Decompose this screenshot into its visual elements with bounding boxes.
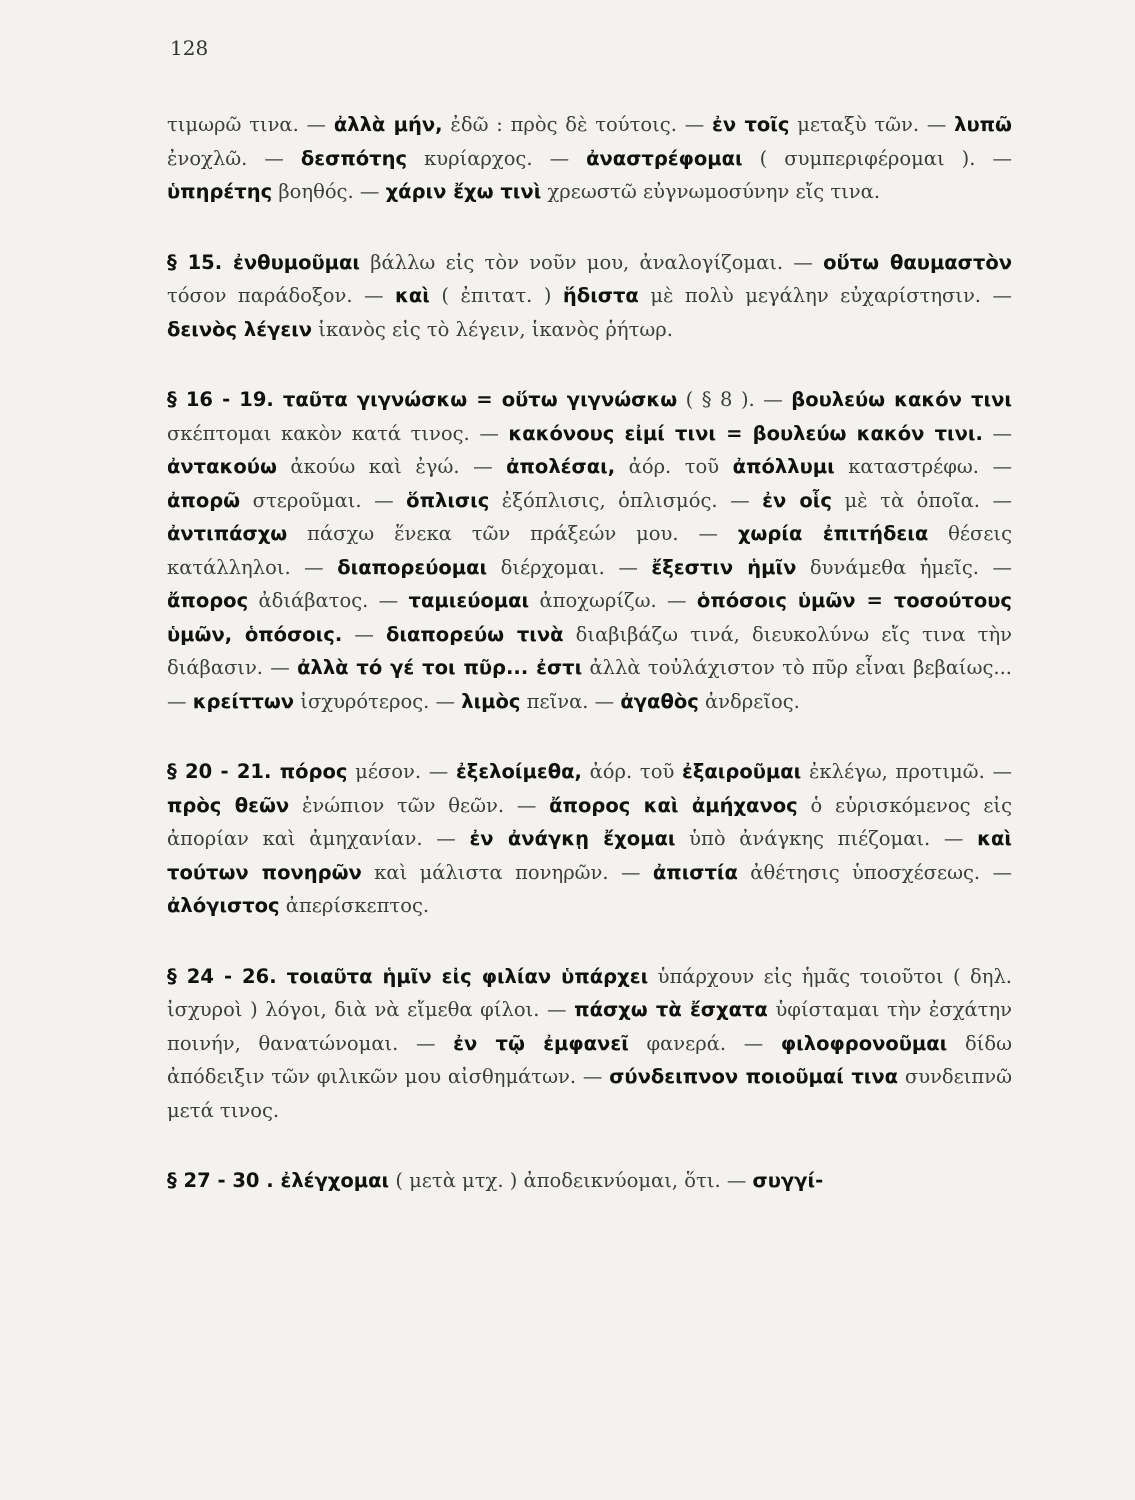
glossary-definition: πάσχω ἕνεκα τῶν πράξεών μου. — — [287, 522, 738, 545]
glossary-term: ἄπορος — [167, 589, 249, 612]
glossary-term: βουλεύω κακόν τινι — [791, 388, 1012, 411]
glossary-definition: ὑπὸ ἀνάγκης πιέζομαι. — — [675, 827, 978, 850]
glossary-definition: βάλλω εἰς τὸν νοῦν μου, ἀναλογίζομαι. — — [360, 250, 824, 274]
glossary-term: ἄπορος καὶ ἀμήχανος — [549, 793, 798, 817]
glossary-term: ἐν οἷς — [762, 488, 832, 512]
glossary-term: ἀπολέσαι, — [506, 455, 616, 478]
glossary-definition: ἐνώπιον τῶν θεῶν. — — [289, 793, 550, 817]
glossary-definition: ( συμπεριφέρομαι ). — — [742, 146, 1012, 170]
glossary-term: § 16 - 19. — [167, 388, 283, 411]
glossary-term: ἥδιστα — [562, 284, 639, 307]
glossary-definition: φανερά. — — [628, 1031, 781, 1055]
glossary-term: χάριν ἔχω τινὶ — [385, 180, 542, 203]
glossary-term: πρὸς θεῶν — [167, 793, 290, 817]
glossary-term: συγγί- — [752, 1169, 824, 1192]
glossary-definition: κυρίαρχος. — — [407, 146, 587, 170]
glossary-term: ὁπόσοις ὑμῶν = τοσούτους ὑμῶν, ὁπόσοις. — [167, 589, 1012, 646]
glossary-paragraph — [167, 108, 1012, 209]
glossary-definition: ἐνοχλῶ. — — [167, 146, 301, 170]
glossary-definition: ( ἐπιτατ. ) — [429, 284, 563, 307]
glossary-term: δεινὸς λέγειν — [167, 317, 313, 341]
glossary-definition: ἱκανὸς εἰς τὸ λέγειν, ἱκανὸς ῥήτωρ. — [312, 317, 673, 341]
glossary-term: κρείττων — [192, 689, 295, 713]
glossary-term: κακόνους εἰμί τινι = βουλεύω κακόν τινι. — [508, 421, 983, 445]
glossary-term: ὅπλισις — [406, 488, 490, 512]
glossary-paragraph — [167, 383, 1012, 718]
glossary-term: τοιαῦτα ἡμῖν εἰς φιλίαν ὑπάρχει — [286, 964, 649, 988]
glossary-definition: μεταξὺ τῶν. — — [789, 113, 955, 136]
glossary-term: χωρία ἐπιτήδεια — [737, 522, 929, 545]
glossary-definition: ἀόρ. τοῦ — [615, 455, 733, 478]
glossary-term: § 24 - 26. — [167, 964, 287, 988]
glossary-definition: ( μετὰ μτχ. ) ἀποδεικνύομαι, ὅτι. — — [389, 1169, 753, 1192]
glossary-definition: ὑφίσταμαι τὴν ἐσχάτην ποινήν, θανατώνομαι. — — [167, 998, 1013, 1055]
glossary-definition: μὲ τὰ ὁποῖα. — — [831, 488, 1012, 512]
glossary-term: ἀπορῶ — [167, 488, 241, 512]
glossary-definition: μέσον. — — [347, 760, 456, 783]
glossary-term: ἐν τοῖς — [711, 113, 790, 136]
glossary-term: ἐξελοίμεθα, — [455, 760, 582, 783]
glossary-definition: σκέπτομαι κακὸν κατά τινος. — — [167, 421, 509, 445]
glossary-definition: μὲ πολὺ μεγάλην εὐχαρίστησιν. — — [638, 284, 1012, 307]
glossary-term: ἀντιπάσχω — [167, 522, 288, 545]
glossary-definition: ἐδῶ : πρὸς δὲ τούτοις. — — [442, 113, 712, 136]
glossary-term: ὑπηρέτης — [167, 180, 273, 203]
glossary-paragraph — [167, 960, 1012, 1128]
glossary-term: ἀπόλλυμι — [732, 455, 835, 478]
glossary-term: πάσχω τὰ ἔσχατα — [574, 998, 768, 1021]
glossary-term: § 27 - 30 . — [167, 1169, 281, 1192]
glossary-term: ἀναστρέφομαι — [586, 146, 743, 170]
glossary-term: λυπῶ — [954, 113, 1012, 136]
glossary-definition: ἀλλὰ τοὐλάχιστον τὸ πῦρ εἶναι βεβαίως... — — [167, 656, 1012, 713]
glossary-term: ἀπιστία — [652, 860, 738, 884]
glossary-term: ταῦτα γιγνώσκω = οὕτω γιγνώσκω — [282, 388, 678, 411]
glossary-definition: τιμωρῶ τινα. — — [167, 113, 334, 136]
glossary-definition: ἀόρ. τοῦ — [581, 760, 683, 783]
glossary-definition: θέσεις κατάλληλοι. — — [167, 522, 1012, 579]
glossary-term: ἀντακούω — [167, 455, 277, 478]
glossary-definition: τόσον παράδοξον. — — [167, 284, 396, 307]
glossary-definition: — — [982, 421, 1012, 445]
glossary-paragraph — [167, 755, 1012, 923]
glossary-term: ἔξεστιν ἡμῖν — [651, 555, 797, 579]
glossary-term: πόρος — [279, 760, 348, 783]
glossary-term: ἀγαθὸς — [620, 689, 699, 713]
glossary-term: σύνδειπνον ποιοῦμαί τινα — [609, 1065, 899, 1088]
glossary-definition: — — [342, 622, 386, 646]
glossary-definition: ( § 8 ). — — [677, 388, 792, 411]
glossary-term: φιλοφρονοῦμαι — [780, 1031, 948, 1055]
glossary-term: καὶ — [395, 284, 430, 307]
glossary-term: ἐνθυμοῦμαι — [233, 250, 360, 274]
glossary-term: καὶ τούτων πονηρῶν — [167, 827, 1012, 884]
glossary-definition: ἀπερίσκεπτος. — [279, 894, 430, 917]
glossary-term: ἐν ἀνάγκῃ ἔχομαι — [469, 827, 676, 850]
glossary-definition: ἀκούω καὶ ἐγώ. — — [276, 455, 507, 478]
glossary-term: λιμὸς — [461, 689, 521, 713]
glossary-definition: διέρχομαι. — — [487, 555, 652, 579]
glossary-term: ἐν τῷ ἐμφανεῖ — [453, 1031, 629, 1055]
glossary-definition: χρεωστῶ εὐγνωμοσύνην εἴς τινα. — [541, 180, 881, 203]
page-body — [167, 108, 1012, 1235]
glossary-term: ταμιεύομαι — [408, 589, 530, 612]
glossary-paragraph — [167, 1164, 1012, 1198]
glossary-definition: καταστρέφω. — — [834, 455, 1012, 478]
glossary-definition: ἀποχωρίζω. — — [529, 589, 697, 612]
page-number: 128 — [170, 36, 209, 60]
glossary-definition: στεροῦμαι. — — [240, 488, 407, 512]
glossary-definition: ἀνδρεῖος. — [698, 689, 800, 713]
glossary-term: § 20 - 21. — [167, 760, 280, 783]
glossary-term: διαπορεύομαι — [337, 555, 488, 579]
glossary-term: § 15. — [167, 250, 234, 274]
glossary-term: ἀλλὰ μήν, — [333, 113, 443, 136]
glossary-definition: συνδειπνῶ μετά τινος. — [167, 1065, 1012, 1122]
glossary-definition: ἀθέτησις ὑποσχέσεως. — — [737, 860, 1012, 884]
glossary-definition: βοηθός. — — [272, 180, 386, 203]
glossary-definition: ἰσχυρότερος. — — [294, 689, 462, 713]
glossary-term: διαπορεύω τινὰ — [385, 622, 564, 646]
glossary-definition: ἐξόπλισις, ὁπλισμός. — — [489, 488, 763, 512]
glossary-definition: δίδω ἀπόδειξιν τῶν φιλικῶν μου αἰσθημάτων. — — [167, 1031, 1012, 1088]
glossary-term: ἀλλὰ τό γέ τοι πῦρ... ἐστι — [297, 656, 583, 679]
glossary-term: οὕτω θαυμαστὸν — [823, 250, 1012, 274]
glossary-definition: ὁ εὑρισκόμενος εἰς ἀπορίαν καὶ ἀμηχανίαν. — — [167, 793, 1012, 850]
glossary-definition: δυνάμεθα ἡμεῖς. — — [796, 555, 1012, 579]
glossary-term: ἀλόγιστος — [167, 894, 280, 917]
glossary-definition: ἐκλέγω, προτιμῶ. — — [801, 760, 1012, 783]
glossary-definition: πεῖνα. — — [520, 689, 621, 713]
glossary-definition: ἀδιάβατος. — — [248, 589, 409, 612]
glossary-term: ἐλέγχομαι — [280, 1169, 390, 1192]
glossary-definition: καὶ μάλιστα πονηρῶν. — — [361, 860, 653, 884]
glossary-definition: ὑπάρχουν εἰς ἡμᾶς τοιοῦτοι ( δηλ. ἰσχυροὶ ) λόγοι, διὰ νὰ εἴμεθα φίλοι. — — [167, 964, 1012, 1021]
glossary-definition: διαβιβάζω τινά, διευκολύνω εἴς τινα τὴν διάβασιν. — — [167, 622, 1013, 679]
glossary-paragraph — [167, 246, 1012, 347]
glossary-term: ἐξαιροῦμαι — [682, 760, 802, 783]
glossary-term: δεσπότης — [300, 146, 408, 170]
